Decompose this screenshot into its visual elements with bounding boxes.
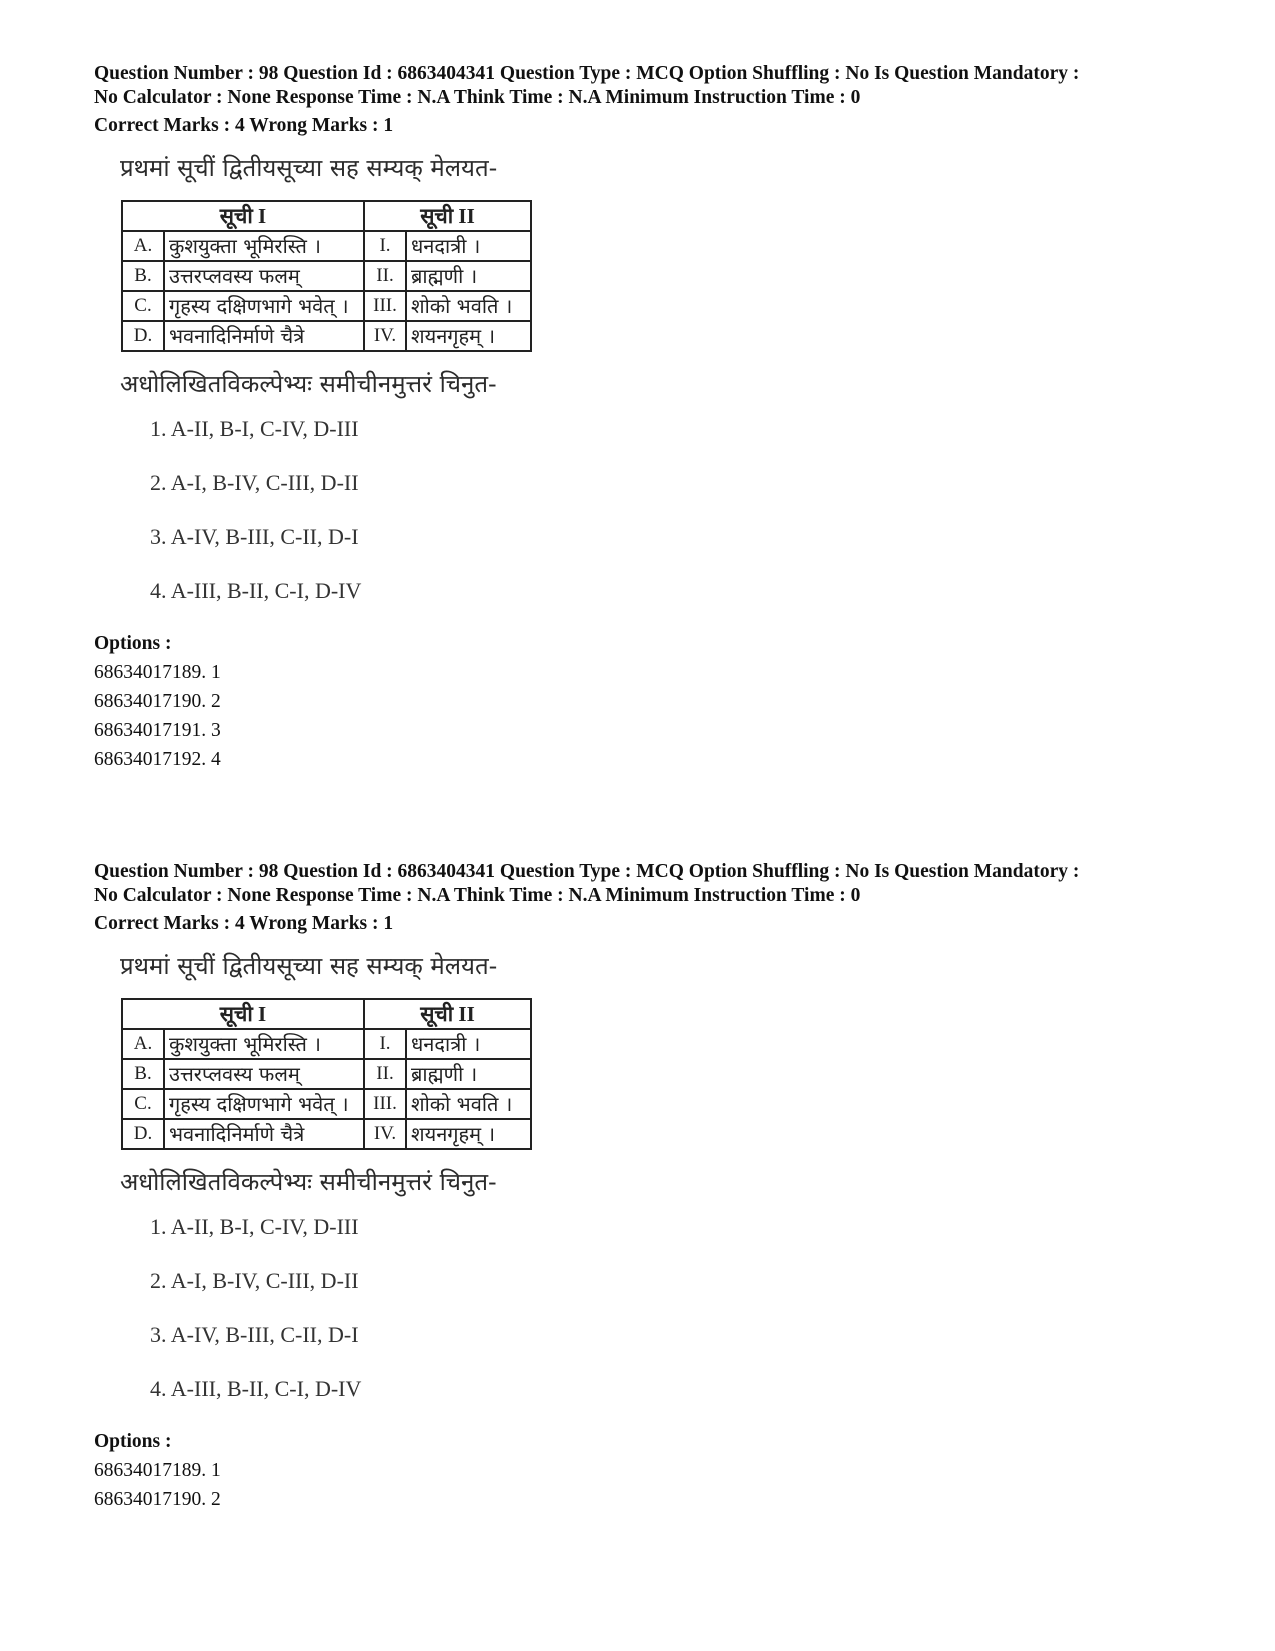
- option-item: 68634017189. 1: [94, 662, 221, 683]
- list-1-header: सूची I: [122, 201, 364, 231]
- question-meta-line-2: No Calculator : None Response Time : N.A Think Time : N.A Minimum Instruction Time : 0: [94, 885, 861, 906]
- row-key-2: I.: [364, 1029, 406, 1059]
- question-content: [120, 152, 1194, 630]
- row-value-1: गृहस्य दक्षिणभागे भवेत् ।: [164, 291, 364, 321]
- option-item: 68634017189. 1: [94, 1460, 221, 1481]
- answer-choice: 2. A-I, B-IV, C-III, D-II: [150, 470, 359, 495]
- question-meta-line-1: Question Number : 98 Question Id : 6863404341 Question Type : MCQ Option Shuffling : No Is Question Mandatory :: [94, 861, 1080, 882]
- table-row: [122, 1119, 531, 1149]
- row-key-2: II.: [364, 1059, 406, 1089]
- row-key-1: A.: [122, 1029, 164, 1059]
- question-text: प्रथमां सूचीं द्वितीयसूच्या सह सम्यक् मेलयत-: [120, 952, 498, 980]
- option-item: 68634017191. 3: [94, 720, 221, 741]
- row-value-1: भवनादिनिर्माणे चैत्रे: [164, 321, 364, 351]
- row-key-1: D.: [122, 1119, 164, 1149]
- row-value-2: ब्राह्मणी ।: [406, 1059, 531, 1089]
- match-table: [121, 998, 532, 1150]
- row-key-1: C.: [122, 1089, 164, 1119]
- answer-choices: [150, 1212, 1194, 1428]
- table-row: [122, 1059, 531, 1089]
- list-2-header: सूची II: [364, 999, 531, 1029]
- question-meta-line-1: Question Number : 98 Question Id : 6863404341 Question Type : MCQ Option Shuffling : No Is Question Mandatory :: [94, 63, 1080, 84]
- question-instruction: अधोलिखितविकल्पेभ्यः समीचीनमुत्तरं चिनुत-: [120, 1168, 497, 1196]
- row-key-2: IV.: [364, 321, 406, 351]
- row-value-2: शयनगृहम् ।: [406, 321, 531, 351]
- list-1-header: सूची I: [122, 999, 364, 1029]
- row-value-1: उत्तरप्लवस्य फलम्: [164, 1059, 364, 1089]
- question-content: [120, 950, 1194, 1428]
- row-value-2: शयनगृहम् ।: [406, 1119, 531, 1149]
- table-row: [122, 1089, 531, 1119]
- row-key-1: D.: [122, 321, 164, 351]
- table-row: [122, 321, 531, 351]
- table-row: [122, 231, 531, 261]
- table-row: [122, 261, 531, 291]
- row-key-2: II.: [364, 261, 406, 291]
- options-heading: Options :: [94, 633, 172, 654]
- table-row: [122, 291, 531, 321]
- row-value-1: भवनादिनिर्माणे चैत्रे: [164, 1119, 364, 1149]
- row-value-1: कुशयुक्ता भूमिरस्ति ।: [164, 1029, 364, 1059]
- question-instruction: अधोलिखितविकल्पेभ्यः समीचीनमुत्तरं चिनुत-: [120, 370, 497, 398]
- answer-choice: 3. A-IV, B-III, C-II, D-I: [150, 1322, 359, 1347]
- row-value-1: गृहस्य दक्षिणभागे भवेत् ।: [164, 1089, 364, 1119]
- row-value-2: शोको भवति ।: [406, 1089, 531, 1119]
- answer-choice: 2. A-I, B-IV, C-III, D-II: [150, 1268, 359, 1293]
- row-key-2: I.: [364, 231, 406, 261]
- option-item: 68634017190. 2: [94, 691, 221, 712]
- question-block: [94, 860, 1194, 1514]
- options-heading: Options :: [94, 1431, 172, 1452]
- answer-choice: 4. A-III, B-II, C-I, D-IV: [150, 578, 362, 603]
- answer-choice: 3. A-IV, B-III, C-II, D-I: [150, 524, 359, 549]
- option-item: 68634017192. 4: [94, 749, 221, 770]
- match-table: [121, 200, 532, 352]
- question-text: प्रथमां सूचीं द्वितीयसूच्या सह सम्यक् मेलयत-: [120, 154, 498, 182]
- row-key-2: III.: [364, 291, 406, 321]
- row-value-2: ब्राह्मणी ।: [406, 261, 531, 291]
- row-value-2: धनदात्री ।: [406, 1029, 531, 1059]
- question-meta-line-2: No Calculator : None Response Time : N.A Think Time : N.A Minimum Instruction Time : 0: [94, 87, 861, 108]
- question-marks: Correct Marks : 4 Wrong Marks : 1: [94, 115, 394, 136]
- answer-choice: 4. A-III, B-II, C-I, D-IV: [150, 1376, 362, 1401]
- answer-choice: 1. A-II, B-I, C-IV, D-III: [150, 1214, 359, 1239]
- answer-choices: [150, 414, 1194, 630]
- table-row: [122, 1029, 531, 1059]
- list-2-header: सूची II: [364, 201, 531, 231]
- row-key-2: III.: [364, 1089, 406, 1119]
- match-table-header: [122, 201, 531, 231]
- row-value-1: कुशयुक्ता भूमिरस्ति ।: [164, 231, 364, 261]
- question-marks: Correct Marks : 4 Wrong Marks : 1: [94, 913, 394, 934]
- row-key-1: B.: [122, 261, 164, 291]
- answer-choice: 1. A-II, B-I, C-IV, D-III: [150, 416, 359, 441]
- match-table-header: [122, 999, 531, 1029]
- row-key-2: IV.: [364, 1119, 406, 1149]
- option-item: 68634017190. 2: [94, 1489, 221, 1510]
- row-key-1: A.: [122, 231, 164, 261]
- row-key-1: C.: [122, 291, 164, 321]
- row-value-2: धनदात्री ।: [406, 231, 531, 261]
- row-value-1: उत्तरप्लवस्य फलम्: [164, 261, 364, 291]
- question-block: [94, 62, 1194, 774]
- row-key-1: B.: [122, 1059, 164, 1089]
- row-value-2: शोको भवति ।: [406, 291, 531, 321]
